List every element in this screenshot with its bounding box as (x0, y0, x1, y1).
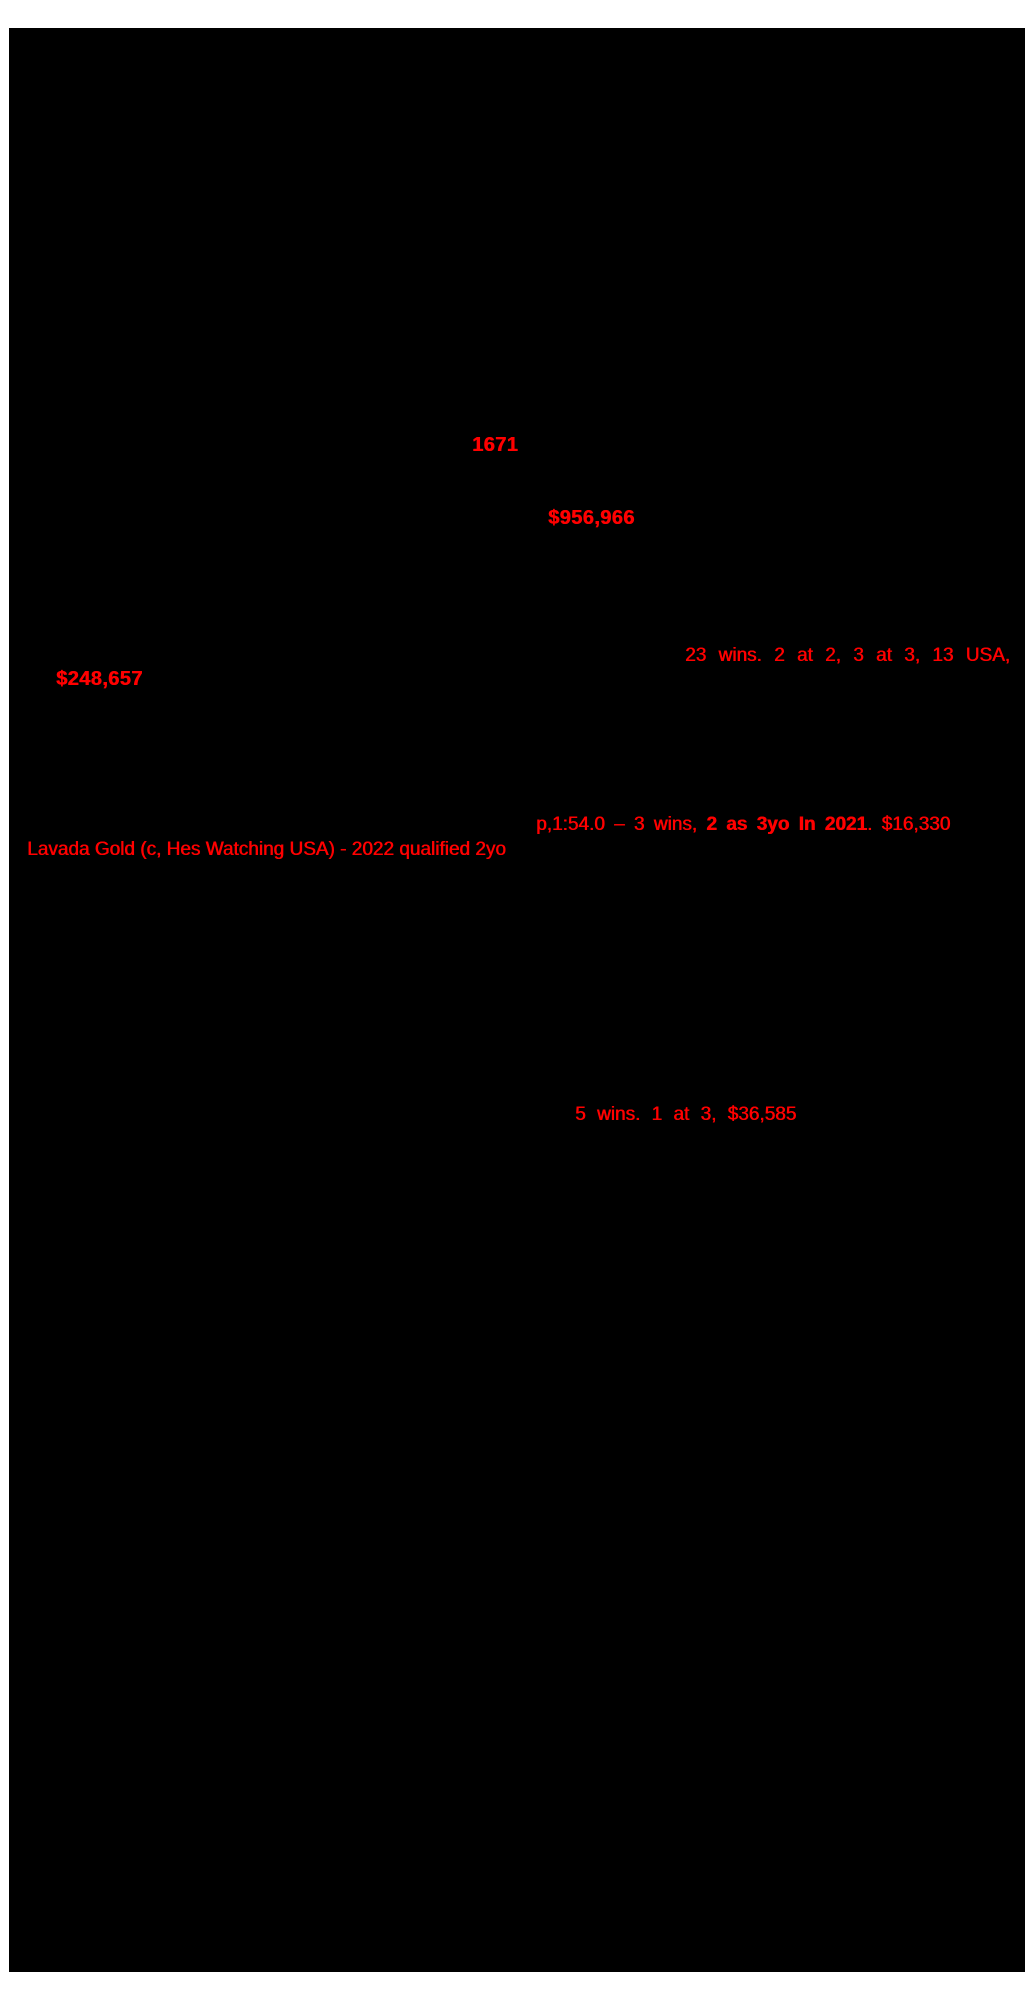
race-record-line (536, 814, 950, 837)
race-record-suffix-text: . $16,330 (866, 814, 951, 835)
earnings-figure-top: $956,966 (548, 507, 635, 529)
race-record-prefix-text: p,1:54.0 – 3 wins, (536, 814, 707, 835)
earnings-figure-left: $248,657 (56, 668, 143, 690)
reference-number-text: 1671 (472, 434, 519, 456)
progeny-note-text: Lavada Gold (c, Hes Watching USA) - 2022 qualified 2yo (27, 839, 506, 860)
wins-record-usa-text: 23 wins. 2 at 2, 3 at 3, 13 USA, (685, 645, 1010, 666)
report-black-content-area (9, 28, 1025, 1972)
race-record-bold-text: 2 as 3yo In 2021 (706, 814, 867, 835)
wins-summary-text: 5 wins. 1 at 3, $36,585 (575, 1104, 797, 1125)
